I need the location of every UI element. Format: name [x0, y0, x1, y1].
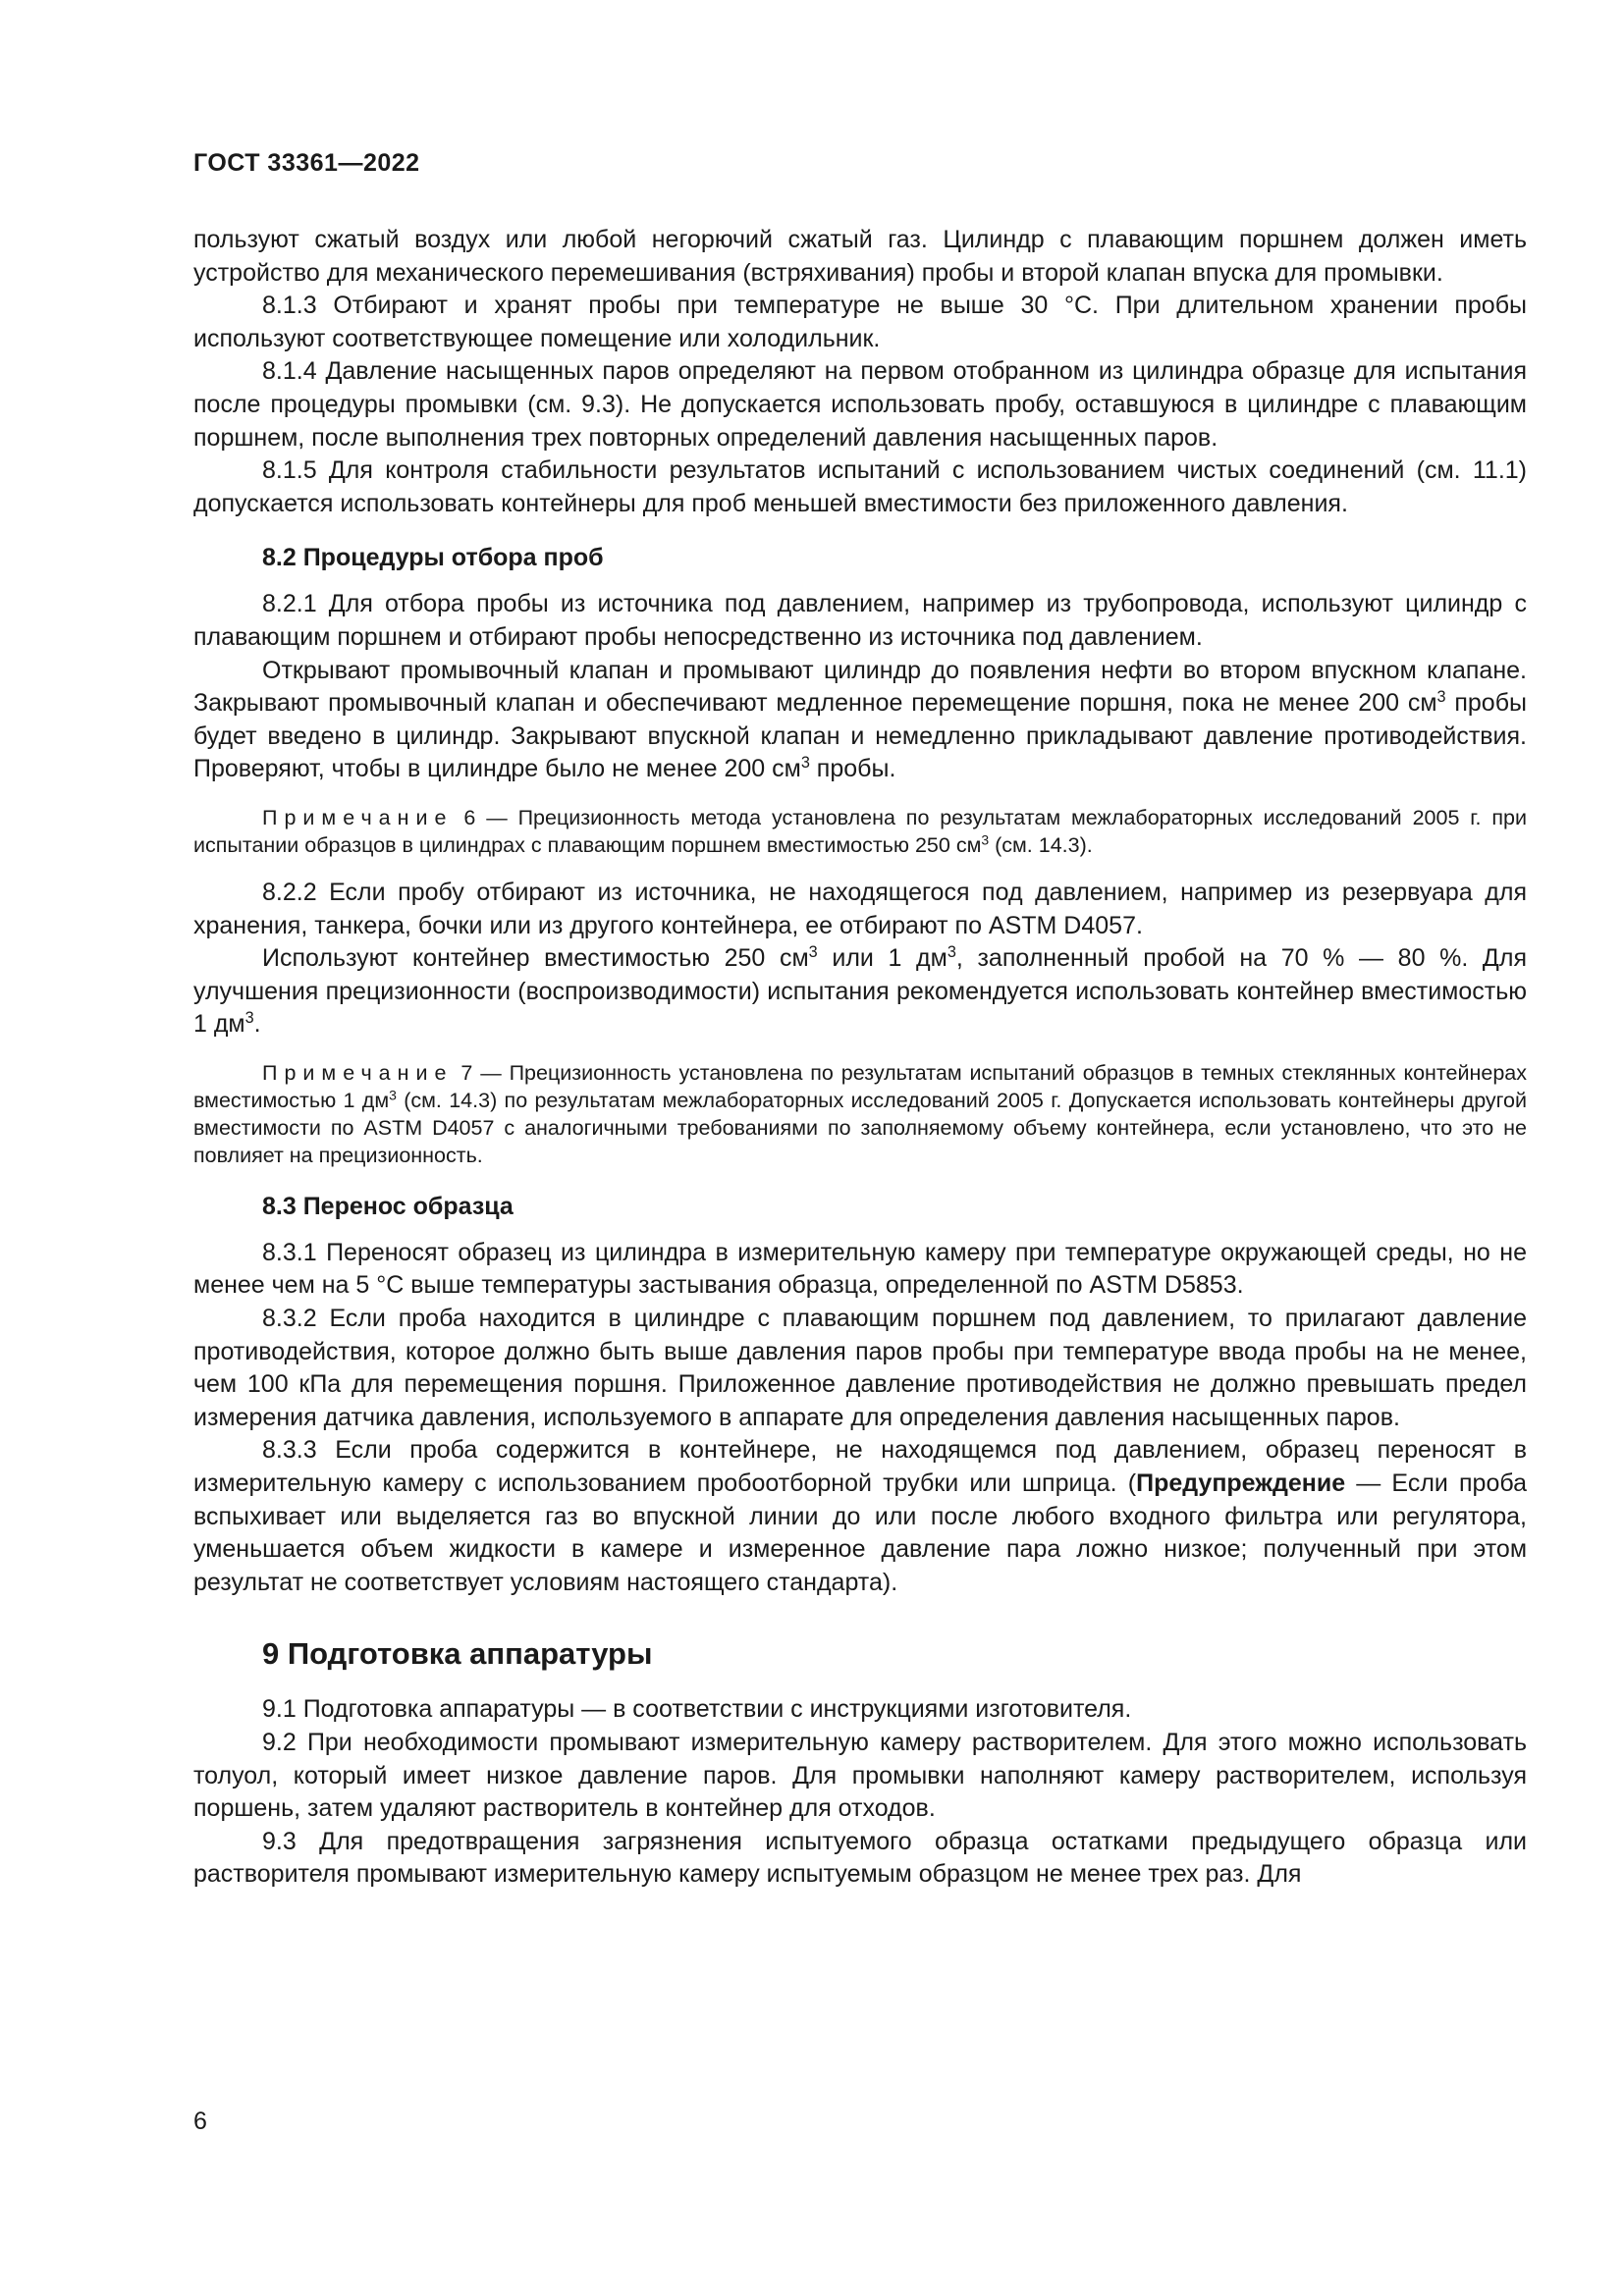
- document-code-header: ГОСТ 33361—2022: [193, 149, 420, 177]
- subsection-heading-8-2: 8.2 Процедуры отбора проб: [262, 544, 604, 572]
- note-6: Примечание 6 — Прецизионность метода установлена по результатам межлабораторных исследований 2005 г. при испытании образцов в цилиндрах с плавающим поршнем вместимостью 250 $см^3$ (см. 14.3).: [193, 805, 1527, 857]
- paragraph-9-2: 9.2 При необходимости промывают измерительную камеру растворителем. Для этого можно использовать толуол, который имеет низкое давление паров. Для промывки наполняют камеру растворителем, используя поршень, затем удаляют растворитель в контейнер для отходов.: [193, 1729, 1527, 1823]
- paragraph-9-3: 9.3 Для предотвращения загрязнения испытуемого образца остатками предыдущего образца или растворителя промывают измерительную камеру испытуемым образцом не менее трех раз. Для: [193, 1827, 1527, 1889]
- paragraph-8-2-1-procedure: Открывают промывочный клапан и промывают цилиндр до появления нефти во втором впускном клапане. Закрывают промывочный клапан и обеспечивают медленное перемещение поршня, пока не менее 200 $см^3$ пробы будет введено в цилиндр. Закрывают впускной клапан и немедленно прикладывают давление противодействия. Проверяют, чтобы в цилиндре было не менее 200 $см^3$ пробы.: [193, 656, 1527, 783]
- paragraph-8-3-3: 8.3.3 Если проба содержится в контейнере, не находящемся под давлением, образец переносят в измерительную камеру с использованием пробоотборной трубки или шприца. (Предупреждение — Если проба вспыхивает или выделяется газ во впускной линии до или после любого входного фильтра или регулятора, уменьшается объем жидкости в камере и измеренное давление пара ложно низкое; полученный при этом результат не соответствует условиям настоящего стандарта).: [193, 1436, 1528, 1596]
- paragraph-9-1: 9.1 Подготовка аппаратуры — в соответствии с инструкциями изготовителя.: [262, 1695, 1132, 1724]
- paragraph-8-1-5: 8.1.5 Для контроля стабильности результатов испытаний с использованием чистых соединений (см. 11.1) допускается использовать контейнеры для проб меньшей вместимости без приложенного давления.: [193, 456, 1527, 517]
- paragraph-8-1-4: 8.1.4 Давление насыщенных паров определяют на первом отобранном из цилиндра образце для испытания после процедуры промывки (см. 9.3). Не допускается использовать пробу, оставшуюся в цилиндре с плавающим поршнем, после выполнения трех повторных определений давления насыщенных паров.: [193, 357, 1527, 452]
- warning-label: Предупреждение: [1136, 1469, 1346, 1498]
- page-body: [193, 224, 1527, 1892]
- note-7: Примечание 7 — Прецизионность установлена по результатам испытаний образцов в темных стеклянных контейнерах вместимостью 1 $дм^3$ (см. 14.3) по результатам межлабораторных исследований 2005 г. Допускается использовать контейнеры другой вместимости по ASTM D4057 с аналогичными требованиями по заполняемому объему контейнера, если установлено, что это не повлияет на прецизионность.: [193, 1060, 1527, 1167]
- note-label: Примечание: [262, 805, 454, 829]
- paragraph-8-3-2: 8.3.2 Если проба находится в цилиндре с плавающим поршнем под давлением, то прилагают давление противодействия, которое должно быть выше давления паров пробы при температуре ввода пробы на не менее, чем 100 кПа для перемещения поршня. Приложенное давление противодействия не должно превышать предел измерения датчика давления, используемого в аппарате для определения давления насыщенных паров.: [193, 1305, 1527, 1431]
- note-label: Примечание: [262, 1060, 454, 1085]
- paragraph-8-3-1: 8.3.1 Переносят образец из цилиндра в измерительную камеру при температуре окружающей среды, но не менее чем на 5 °С выше температуры застывания образца, определенной по ASTM D5853.: [193, 1238, 1527, 1300]
- paragraph-8-2-2-container: Используют контейнер вместимостью 250 $см^3$ или 1 $дм^3$, заполненный пробой на 70 % — 80 %. Для улучшения прецизионности (воспроизводимости) испытания рекомендуется использовать контейнер вместимостью 1 $дм^3$.: [193, 943, 1527, 1039]
- paragraph-8-2-1: 8.2.1 Для отбора пробы из источника под давлением, например из трубопровода, используют цилиндр с плавающим поршнем и отбирают пробы непосредственно из источника под давлением.: [193, 590, 1527, 651]
- paragraph-continuation: пользуют сжатый воздух или любой негорючий сжатый газ. Цилиндр с плавающим поршнем должен иметь устройство для механического перемешивания (встряхивания) пробы и второй клапан впуска для промывки.: [193, 226, 1527, 287]
- page-number: 6: [193, 2108, 207, 2135]
- subsection-heading-8-3: 8.3 Перенос образца: [262, 1192, 514, 1220]
- section-heading-9: 9 Подготовка аппаратуры: [262, 1636, 653, 1672]
- paragraph-8-2-2: 8.2.2 Если пробу отбирают из источника, не находящегося под давлением, например из резервуара для хранения, танкера, бочки или из другого контейнера, ее отбирают по ASTM D4057.: [193, 878, 1527, 939]
- paragraph-8-1-3: 8.1.3 Отбирают и хранят пробы при температуре не выше 30 °С. При длительном хранении пробы используют соответствующее помещение или холодильник.: [193, 292, 1527, 352]
